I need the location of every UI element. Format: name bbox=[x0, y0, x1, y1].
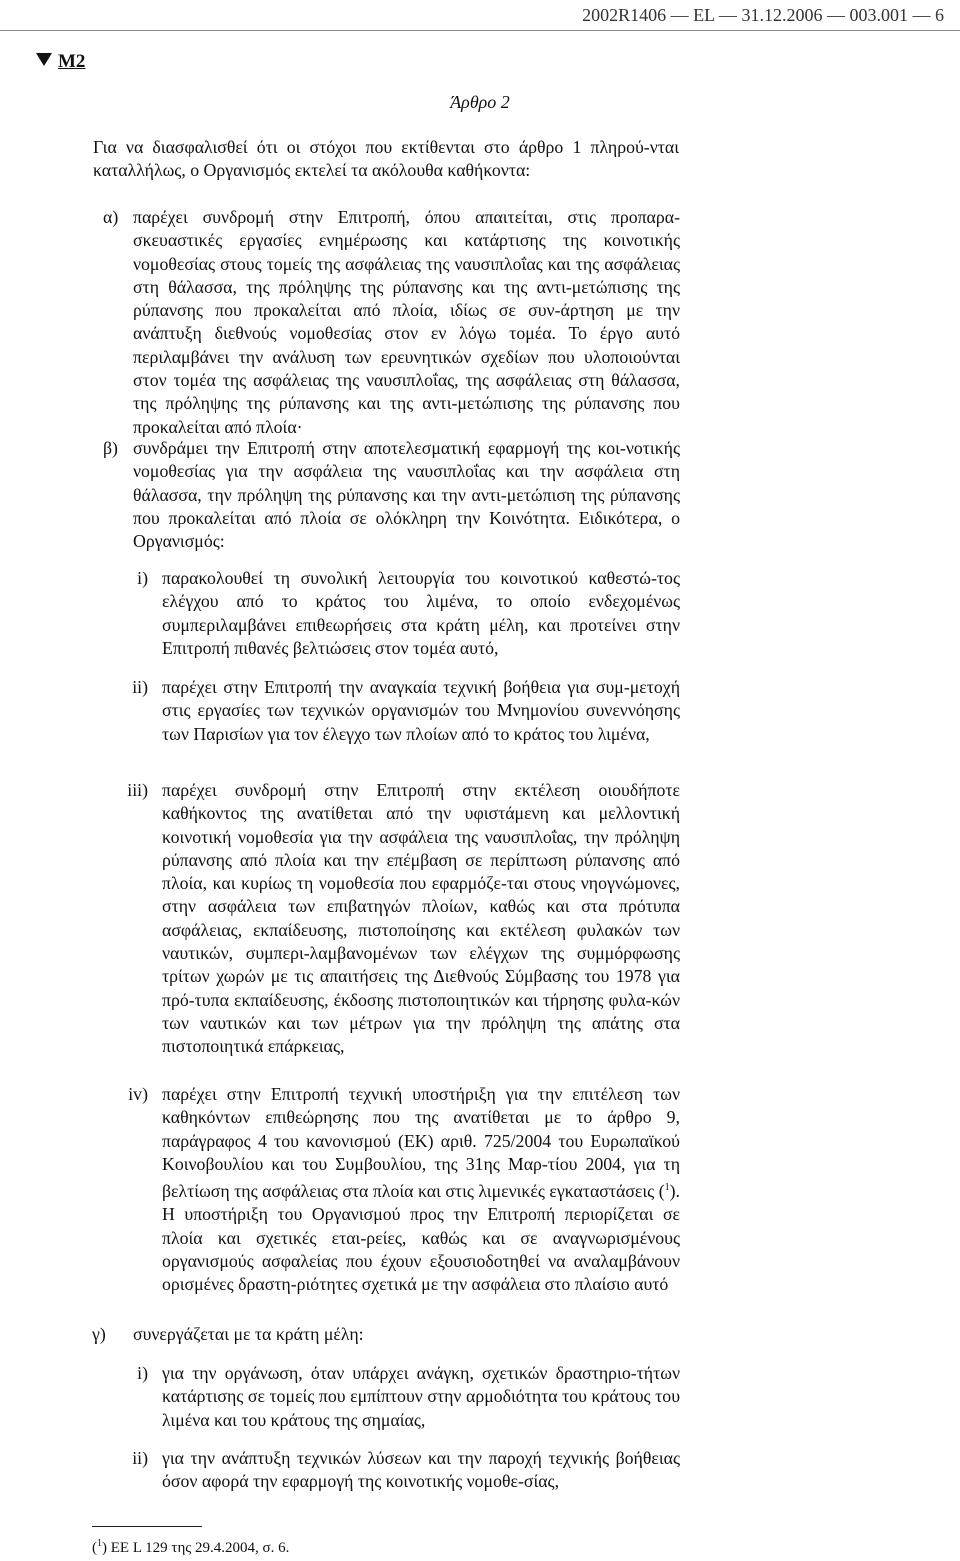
item-label-c: γ) bbox=[92, 1324, 106, 1344]
footnote-number: 1 bbox=[97, 1538, 102, 1549]
subitem-label-b-ii: ii) bbox=[132, 677, 148, 697]
subitem-label-c-i: i) bbox=[137, 1363, 148, 1383]
subitem-label-c-ii: ii) bbox=[132, 1448, 148, 1468]
subitem-text-c-ii: για την ανάπτυξη τεχνικών λύσεων και την παροχή τεχνικής βοήθειας όσον αφορά την εφαρμογή της κοινοτικής νομοθε-σίας, bbox=[162, 1448, 680, 1492]
footnote-divider bbox=[92, 1526, 202, 1527]
footnote: ($^1$) ΕΕ L 129 της 29.4.2004, σ. 6. bbox=[92, 1538, 290, 1556]
subitem-label-b-iii: iii) bbox=[127, 780, 148, 800]
subitem-text-b-ii: παρέχει στην Επιτροπή την αναγκαία τεχνική βοήθεια για συμ-μετοχή στις εργασίες των τεχνικών οργανισμών του Μνημονίου συνεννόησης των Παρισίων για τον έλεγχο των πλοίων από το κράτος του λιμένα, bbox=[162, 677, 680, 744]
subitem-label-b-i: i) bbox=[137, 568, 148, 588]
item-text-a: παρέχει συνδρομή στην Επιτροπή, όπου απαιτείται, στις προπαρα-σκευαστικές εργασίες ενημέρωσης και κατάρτισης της κοινοτικής νομοθεσίας στους τομείς της ασφάλειας της ναυσιπλοΐας και της ασφάλειας στη θάλασσα, της πρόληψης της ρύπανσης και της αντι-μετώπισης της ρύπανσης που προκαλείται από πλοία, ιδίως σε συν-άρτηση με την ανάπτυξη διεθνούς νομοθεσίας στον εν λόγω τομέα. Το έργο αυτό περιλαμβάνει την ανάλυση των ερευνητικών σχεδίων που υλοποιούνται στον τομέα της ασφάλειας της ναυσιπλοΐας, της ασφάλειας στη θάλασσα, της πρόληψης της ρύπανσης και της αντι-μετώπισης της ρύπανσης που προκαλείται από πλοία· bbox=[133, 207, 680, 437]
footnote-reference[interactable]: 1 bbox=[664, 1182, 670, 1194]
amendment-marker bbox=[36, 51, 85, 73]
subitem-text-c-i: για την οργάνωση, όταν υπάρχει ανάγκη, σχετικών δραστηριο-τήτων κατάρτισης σε τομείς που εμπίπτουν στην αρμοδιότητα του κράτους του λιμένα και του κράτους της σημαίας, bbox=[162, 1363, 680, 1430]
item-text-b: συνδράμει την Επιτροπή στην αποτελεσματική εφαρμογή της κοι-νοτικής νομοθεσίας για την ασφάλεια της ναυσιπλοΐας και την ασφάλεια στη θάλασσα, την πρόληψη της ρύπανσης και την αντι-μετώπιση της ρύπανσης που προκαλείται από πλοία σε ολόκληρη την Κοινότητα. Ειδικότερα, ο Οργανισμός: bbox=[133, 438, 680, 552]
subitem-text-b-iii: παρέχει συνδρομή στην Επιτροπή στην εκτέλεση οιουδήποτε καθήκοντος της ανατίθεται από την υφιστάμενη και μελλοντική κοινοτική νομοθεσία για την ασφάλεια της ναυσιπλοΐας, την πρόληψη ρύπανσης από πλοία και την επέμβαση σε περίπτωση ρύπανσης από πλοία, και κυρίως τη νομοθεσία που εφαρμόζε-ται στους νηογνώμονες, στην ασφάλεια των επιβατηγών πλοίων, καθώς και στα πρότυπα ασφάλειας, εκπαίδευσης, πιστοποίησης και εκτέλεση φυλακών των ναυτικών, συμπερι-λαμβανομένων των ελέγχων της συμμόρφωσης τρίτων χωρών με τις απαιτήσεις της Διεθνούς Σύμβασης του 1978 για πρό-τυπα εκπαίδευσης, έκδοσης πιστοποιητικών και τήρησης φυλα-κών των ναυτικών και των μέτρων για την πρόληψη της απάτης στα πιστοποιητικά επάρκειας, bbox=[162, 780, 680, 1057]
subitem-text-b-iv bbox=[162, 1083, 680, 1297]
item-text-c: συνεργάζεται με τα κράτη μέλη: bbox=[133, 1324, 364, 1344]
footnote-text: ΕΕ L 129 της 29.4.2004, σ. 6. bbox=[110, 1540, 290, 1556]
triangle-down-icon bbox=[36, 53, 52, 66]
amendment-marker-label: M2 bbox=[58, 51, 86, 72]
document-reference: 2002R1406 — EL — 31.12.2006 — 003.001 — 6 bbox=[582, 5, 944, 25]
subitem-text-b-i: παρακολουθεί τη συνολική λειτουργία του κοινοτικού καθεστώ-τος ελέγχου από το κράτος του λιμένα, το οποίο ενδεχομένως συμπεριλαμβάνει επιθεωρήσεις στα κράτη μέλη, και προτείνει στην Επιτροπή πιθανές βελτιώσεις στον τομέα αυτό, bbox=[162, 568, 680, 658]
subitem-text-b-iv-part2: ). Η υποστήριξη του Οργανισμού προς την Επιτροπή περιορίζεται σε πλοία και σχετικές εται-ρείες, καθώς και σε αναγνωρισμένους οργανισμούς ασφαλείας που έχουν εξουσιοδοτηθεί να αναλαμβάνουν ορισμένες δραστη-ριότητες σχετικά με την ασφάλεια στο πλαίσιο αυτό bbox=[162, 1181, 680, 1295]
intro-paragraph: Για να διασφαλισθεί ότι οι στόχοι που εκτίθενται στο άρθρο 1 πληρού-νται καταλλήλως, ο Οργανισμός εκτελεί τα ακόλουθα καθήκοντα: bbox=[93, 137, 679, 181]
item-label-b: β) bbox=[103, 438, 118, 458]
page-header bbox=[0, 0, 960, 31]
subitem-label-b-iv: iv) bbox=[128, 1084, 148, 1104]
item-label-a: α) bbox=[103, 207, 119, 227]
subitem-text-b-iv-part1: παρέχει στην Επιτροπή τεχνική υποστήριξη για την επιτέλεση των καθηκόντων επιθεώρησης που της ανατίθεται με το άρθρο 9, παράγραφος 4 του κανονισμού (ΕΚ) αριθ. 725/2004 του Ευρωπαϊκού Κοινοβουλίου και του Συμβουλίου, της 31ης Μαρ-τίου 2004, για τη βελτίωση της ασφάλειας στα πλοία και στις λιμενικές εγκαταστάσεις ( bbox=[162, 1084, 680, 1202]
article-title: Άρθρο 2 bbox=[450, 92, 510, 112]
